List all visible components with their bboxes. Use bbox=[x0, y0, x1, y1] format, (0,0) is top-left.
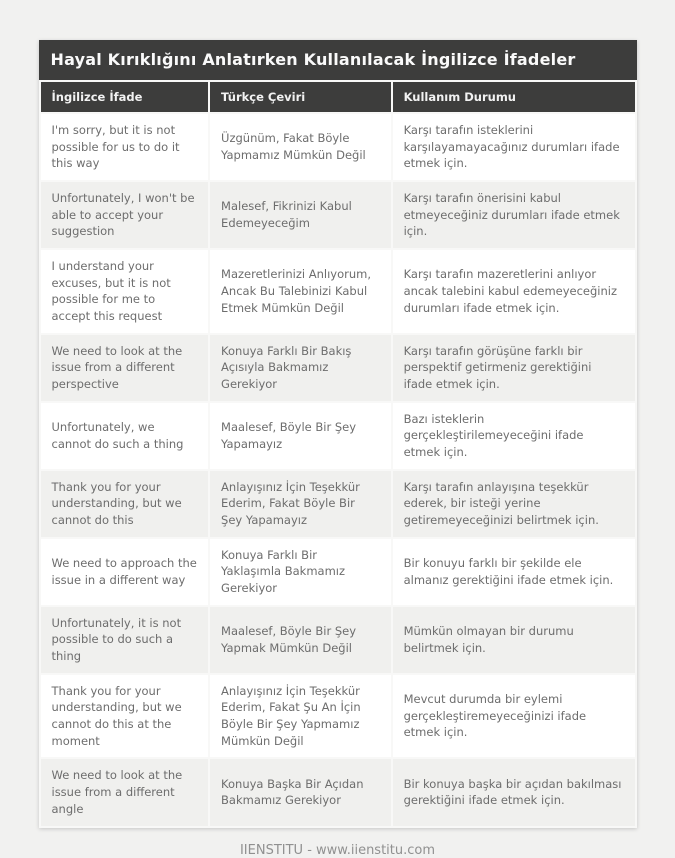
english-phrase-cell: Thank you for your understanding, but we cannot do this bbox=[41, 471, 209, 537]
phrases-table bbox=[39, 80, 637, 828]
table-row bbox=[41, 539, 635, 605]
table-row bbox=[41, 182, 635, 248]
footer-credit: IIENSTITU - www.iienstitu.com bbox=[239, 842, 436, 858]
turkish-translation-cell: Üzgünüm, Fakat Böyle Yapmamız Mümkün Değil bbox=[210, 114, 391, 180]
english-phrase-cell: Unfortunately, we cannot do such a thing bbox=[41, 403, 209, 469]
usage-context-cell: Karşı tarafın önerisini kabul etmeyeceğiniz durumları ifade etmek için. bbox=[393, 182, 635, 248]
turkish-translation-cell: Anlayışınız İçin Teşekkür Ederim, Fakat Şu An İçin Böyle Bir Şey Yapmamız Mümkün Değil bbox=[210, 675, 391, 758]
english-phrase-cell: I understand your excuses, but it is not possible for me to accept this request bbox=[41, 250, 209, 333]
column-header-usage-context: Kullanım Durumu bbox=[393, 82, 635, 112]
table-title: Hayal Kırıklığını Anlatırken Kullanılacak İngilizce İfadeler bbox=[39, 40, 637, 80]
english-phrase-cell: Unfortunately, I won't be able to accept your suggestion bbox=[41, 182, 209, 248]
table-row bbox=[41, 114, 635, 180]
english-phrase-cell: We need to look at the issue from a different angle bbox=[41, 759, 209, 825]
usage-context-cell: Karşı tarafın isteklerini karşılayamayacağınız durumları ifade etmek için. bbox=[393, 114, 635, 180]
table-row bbox=[41, 403, 635, 469]
turkish-translation-cell: Maalesef, Böyle Bir Şey Yapamayız bbox=[210, 403, 391, 469]
table-row bbox=[41, 759, 635, 825]
column-header-turkish-translation: Türkçe Çeviri bbox=[210, 82, 391, 112]
table-header-row bbox=[41, 82, 635, 112]
usage-context-cell: Karşı tarafın görüşüne farklı bir perspektif getirmeniz gerektiğini ifade etmek için. bbox=[393, 335, 635, 401]
turkish-translation-cell: Maalesef, Böyle Bir Şey Yapmak Mümkün Değil bbox=[210, 607, 391, 673]
english-phrase-cell: Thank you for your understanding, but we cannot do this at the moment bbox=[41, 675, 209, 758]
usage-context-cell: Karşı tarafın anlayışına teşekkür ederek, bir isteği yerine getiremeyeceğinizi belirtmek için. bbox=[393, 471, 635, 537]
table-row bbox=[41, 471, 635, 537]
usage-context-cell: Mümkün olmayan bir durumu belirtmek için. bbox=[393, 607, 635, 673]
english-phrase-cell: Unfortunately, it is not possible to do such a thing bbox=[41, 607, 209, 673]
column-header-english-phrase: İngilizce İfade bbox=[41, 82, 209, 112]
english-phrase-cell: I'm sorry, but it is not possible for us to do it this way bbox=[41, 114, 209, 180]
usage-context-cell: Mevcut durumda bir eylemi gerçekleştiremeyeceğinizi ifade etmek için. bbox=[393, 675, 635, 758]
phrase-table-card bbox=[39, 40, 637, 828]
table-row bbox=[41, 335, 635, 401]
usage-context-cell: Bir konuya başka bir açıdan bakılması gerektiğini ifade etmek için. bbox=[393, 759, 635, 825]
table-body bbox=[41, 114, 635, 826]
english-phrase-cell: We need to approach the issue in a different way bbox=[41, 539, 209, 605]
turkish-translation-cell: Konuya Başka Bir Açıdan Bakmamız Gerekiyor bbox=[210, 759, 391, 825]
turkish-translation-cell: Malesef, Fikrinizi Kabul Edemeyeceğim bbox=[210, 182, 391, 248]
turkish-translation-cell: Konuya Farklı Bir Bakış Açısıyla Bakmamız Gerekiyor bbox=[210, 335, 391, 401]
table-row bbox=[41, 607, 635, 673]
turkish-translation-cell: Anlayışınız İçin Teşekkür Ederim, Fakat Böyle Bir Şey Yapamayız bbox=[210, 471, 391, 537]
usage-context-cell: Bir konuyu farklı bir şekilde ele almanız gerektiğini ifade etmek için. bbox=[393, 539, 635, 605]
usage-context-cell: Karşı tarafın mazeretlerini anlıyor ancak talebini kabul edemeyeceğiniz durumları ifade etmek için. bbox=[393, 250, 635, 333]
turkish-translation-cell: Konuya Farklı Bir Yaklaşımla Bakmamız Gerekiyor bbox=[210, 539, 391, 605]
turkish-translation-cell: Mazeretlerinizi Anlıyorum, Ancak Bu Talebinizi Kabul Etmek Mümkün Değil bbox=[210, 250, 391, 333]
english-phrase-cell: We need to look at the issue from a different perspective bbox=[41, 335, 209, 401]
usage-context-cell: Bazı isteklerin gerçekleştirilemeyeceğini ifade etmek için. bbox=[393, 403, 635, 469]
table-row bbox=[41, 250, 635, 333]
table-row bbox=[41, 675, 635, 758]
